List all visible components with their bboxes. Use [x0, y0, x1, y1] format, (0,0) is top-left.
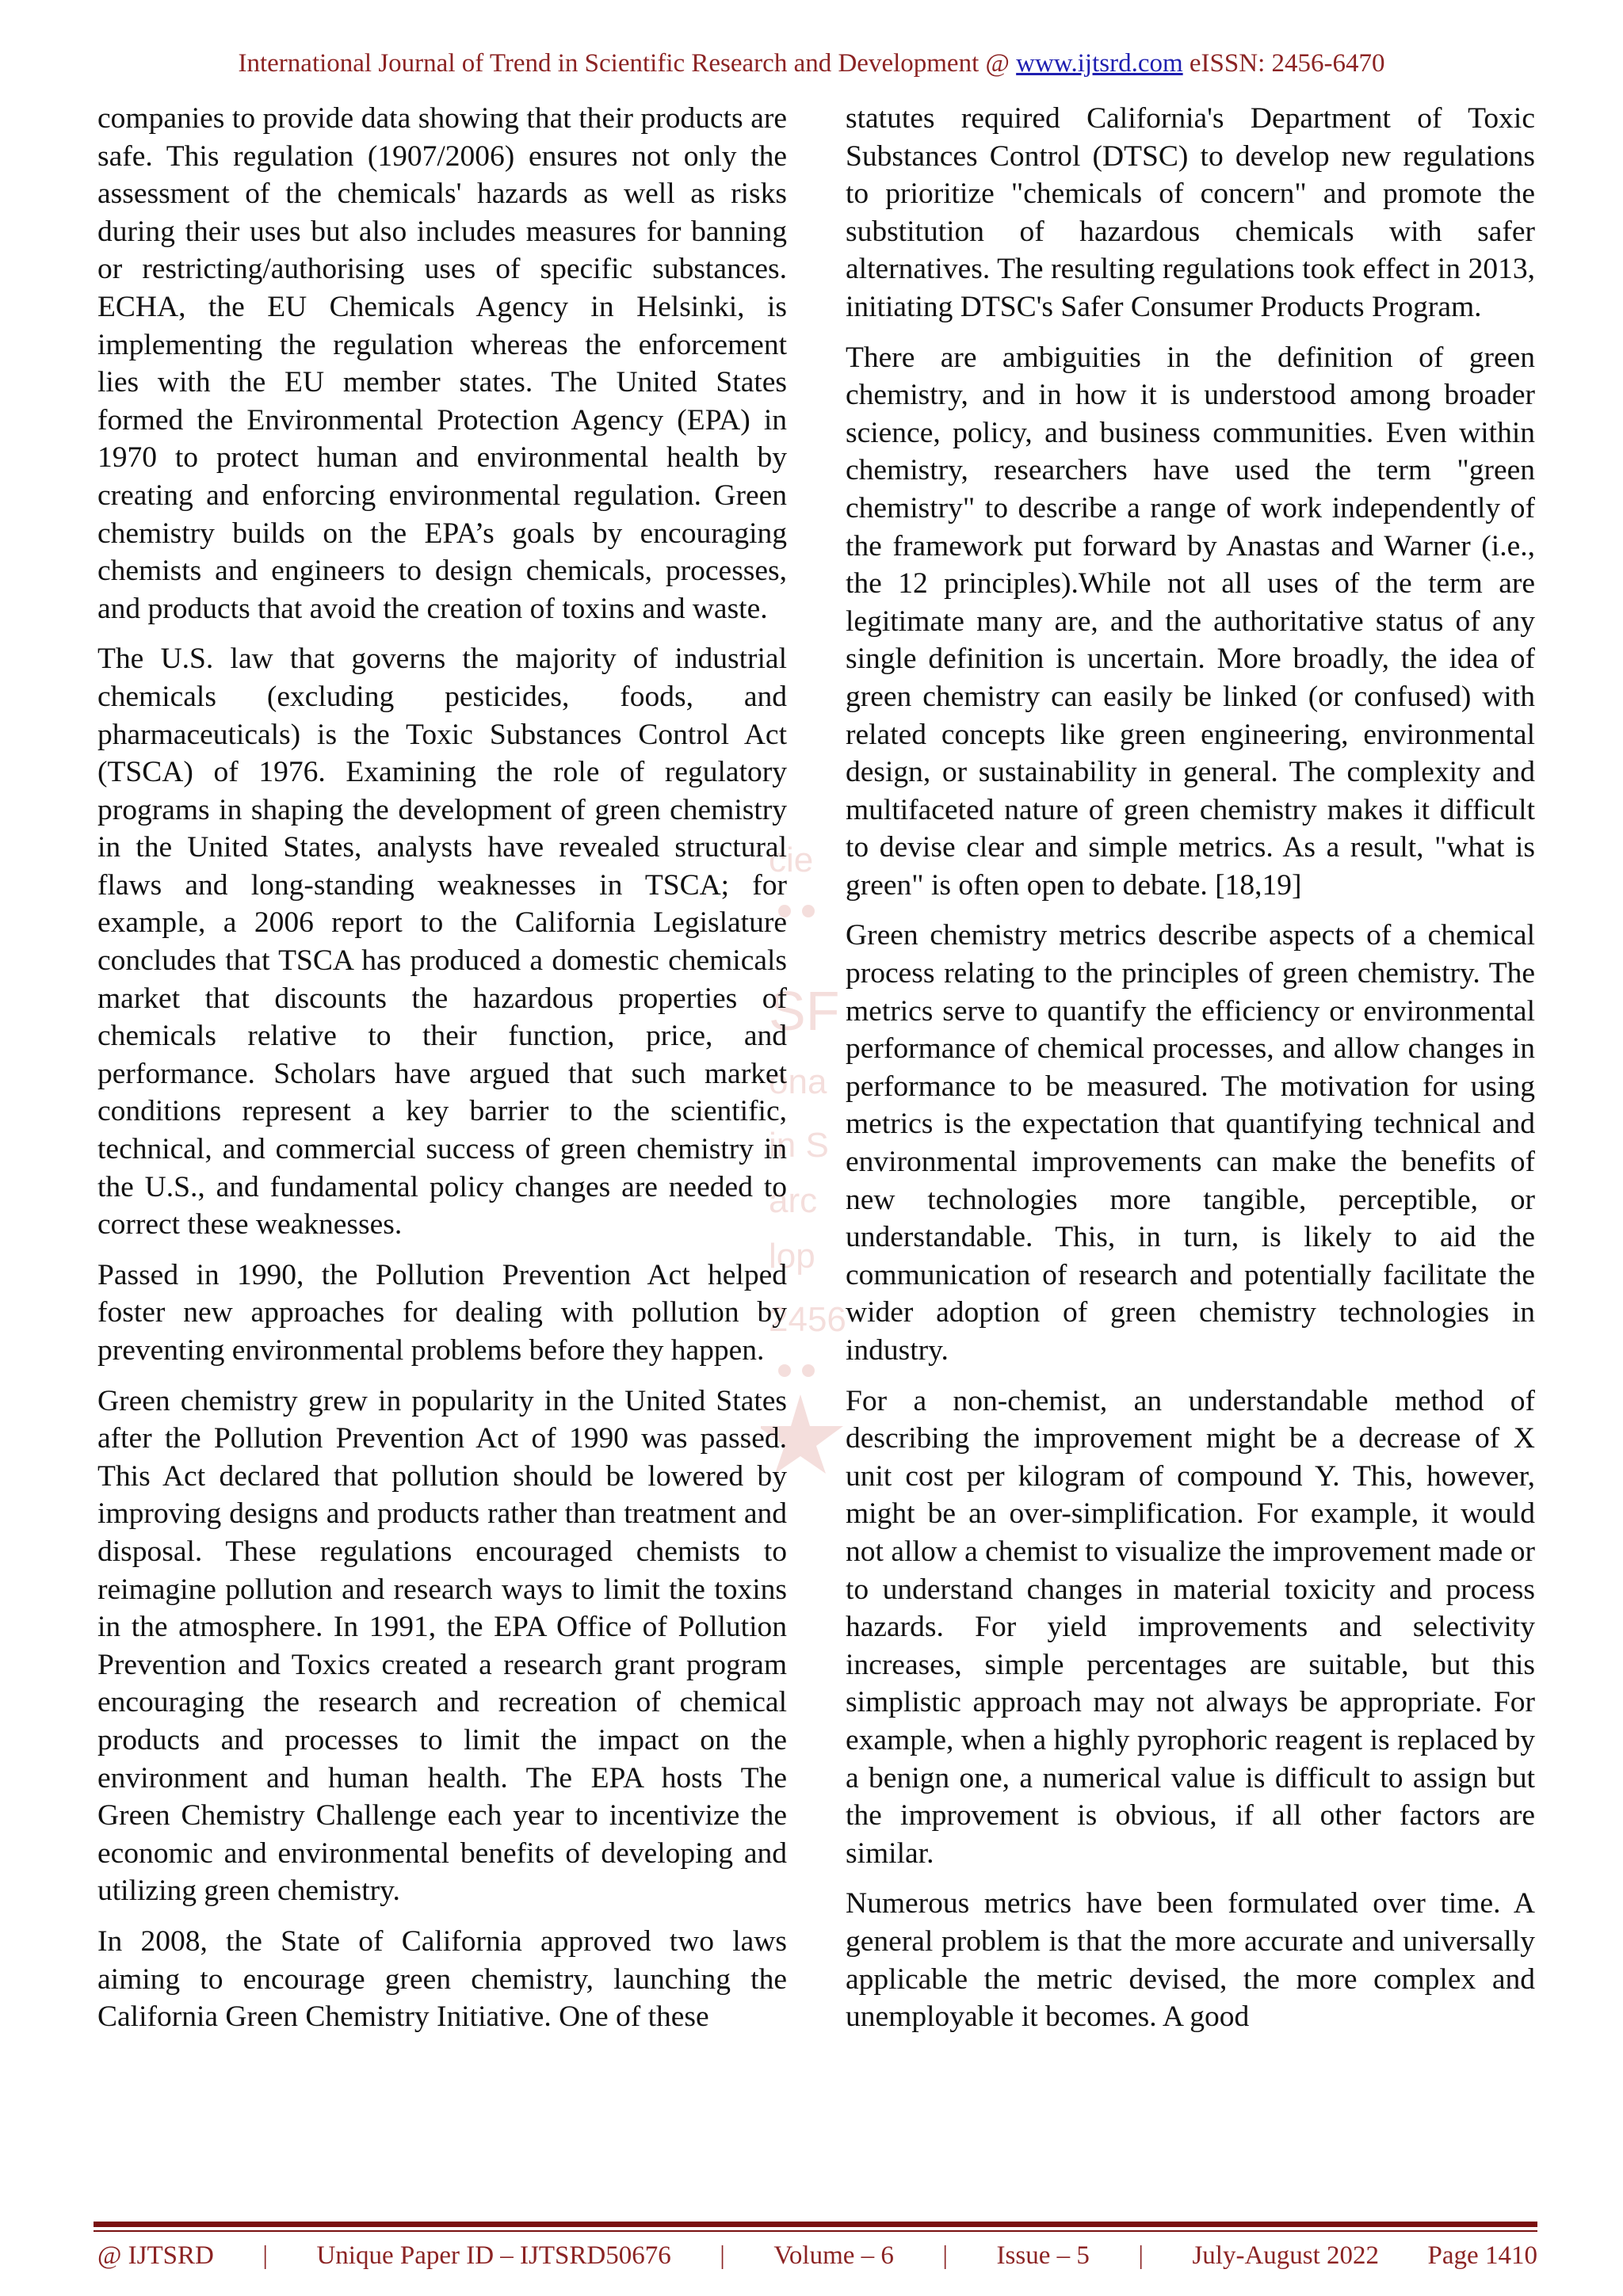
watermark-fragment: ona [769, 1062, 827, 1101]
paragraph: There are ambiguities in the definition of green chemistry, and in how it is understood among broader science, policy, and business communities. Even within chemistry, researchers have used the term "green chemistry" to describe a range of work independently of the framework put forward by Anastas and Warner (i.e., the 12 principles).While not all uses of the term are legitimate many are, and the authoritative status of any single definition is uncertain. More broadly, the idea of green chemistry can easily be linked (or confused) with related concepts like green engineering, environmental design, or sustainability in general. The complexity and multifaceted nature of green chemistry makes it difficult to devise clear and simple metrics. As a result, "what is green" is often open to debate. [18,19] [846, 341, 1535, 902]
footer-volume: Volume – 6 [773, 2241, 894, 2270]
watermark-fragment: lop [769, 1237, 815, 1276]
watermark-dot [802, 1364, 815, 1377]
footer-journal: @ IJTSRD [97, 2241, 214, 2270]
footer-date: July-August 2022 [1192, 2241, 1380, 2270]
footer-separator: | [720, 2241, 725, 2270]
watermark-fragment: cie [769, 841, 814, 879]
right-text-column [846, 100, 1535, 2049]
paragraph: Green chemistry metrics describe aspects of a chemical process relating to the principles of green chemistry. The metrics serve to quantify the efficiency or environmental performance of chemical processes, and allow changes in performance to be measured. The motivation for using metrics is the expectation that quantifying technical and environmental improvements can make the benefits of new technologies more tangible, perceptible, or understandable. This, in turn, is likely to aid the communication of research and potentially facilitate the wider adoption of green chemistry technologies in industry. [846, 919, 1535, 1367]
journal-website-link[interactable]: www.ijtsrd.com [1016, 49, 1183, 78]
header-journal-name: International Journal of Trend in Scientific Research and Development @ [238, 49, 1017, 78]
running-footer [97, 2241, 1537, 2271]
watermark-fragment: SF [769, 980, 840, 1042]
paragraph: companies to provide data showing that their products are safe. This regulation (1907/2006) ensures not only the assessment of the chemicals' hazards as well as risks during their uses but also includes measures for banning or restricting/authorising uses of specific substances. ECHA, the EU Chemicals Agency in Helsinki, is implementing the regulation whereas the enforcement lies with the EU member states. The United States formed the Environmental Protection Agency (EPA) in 1970 to protect human and environmental health by creating and enforcing environmental regulation. Green chemistry builds on the EPA’s goals by encouraging chemists and engineers to design chemicals, processes, and products that avoid the creation of toxins and waste. [97, 102, 787, 625]
watermark-fragment: arc [769, 1181, 818, 1220]
paragraph: Green chemistry grew in popularity in the United States after the Pollution Prevention Act of 1990 was passed. This Act declared that pollution should be lowered by improving designs and products rather than treatment and disposal. These regulations encouraged chemists to reimagine pollution and research ways to limit the toxins in the atmosphere. In 1991, the EPA Office of Pollution Prevention and Toxics created a research grant program encouraging the research and recreation of chemical products and processes to limit the impact on the environment and human health. The EPA hosts The Green Chemistry Challenge each year to incentivize the economic and environmental benefits of developing and utilizing green chemistry. [97, 1384, 787, 1908]
left-text-column [97, 100, 787, 2049]
footer-separator: | [1138, 2241, 1144, 2270]
footer-rule-thick [94, 2222, 1537, 2227]
paragraph: For a non-chemist, an understandable method of describing the improvement might be a decrease of X unit cost per kilogram of compound Y. This, however, might be an over-simplification. For example, it would not allow a chemist to visualize the improvement made or to understand changes in material toxicity and process hazards. For yield improvements and selectivity increases, simple percentages are suitable, but this simplistic approach may not always be appropriate. For example, when a highly pyrophoric reagent is replaced by a benign one, a numerical value is difficult to assign but the improvement is obvious, if all other factors are similar. [846, 1384, 1535, 1870]
header-eissn: eISSN: 2456-6470 [1182, 49, 1385, 78]
footer-issue: Issue – 5 [996, 2241, 1090, 2270]
paragraph: statutes required California's Department of Toxic Substances Control (DTSC) to develop new regulations to prioritize "chemicals of concern" and promote the substitution of hazardous chemicals with safer alternatives. The resulting regulations took effect in 2013, initiating DTSC's Safer Consumer Products Program. [846, 102, 1535, 323]
paragraph: In 2008, the State of California approved two laws aiming to encourage green chemistry, launching the California Green Chemistry Initiative. One of these [97, 1924, 787, 2034]
footer-separator: | [942, 2241, 949, 2270]
footer-separator: | [262, 2241, 268, 2270]
running-header [0, 49, 1623, 78]
footer-page-number: Page 1410 [1427, 2241, 1537, 2270]
paragraph: Numerous metrics have been formulated over time. A general problem is that the more accurate and universally applicable the metric devised, the more complex and unemployable it becomes. A good [846, 1887, 1535, 2034]
paragraph: Passed in 1990, the Pollution Prevention Act helped foster new approaches for dealing with pollution by preventing environmental problems before they happen. [97, 1258, 787, 1367]
paragraph: The U.S. law that governs the majority of industrial chemicals (excluding pesticides, foods, and pharmaceuticals) is the Toxic Substances Control Act (TSCA) of 1976. Examining the role of regulatory programs in shaping the development of green chemistry in the United States, analysts have revealed structural flaws and long-standing weaknesses in TSCA; for example, a 2006 report to the California Legislature concludes that TSCA has produced a domestic chemicals market that discounts the hazardous properties of chemicals relative to their function, price, and performance. Scholars have argued that such market conditions represent a key barrier to the scientific, technical, and commercial success of green chemistry in the U.S., and fundamental policy changes are needed to correct these weaknesses. [97, 643, 787, 1241]
footer-paper-id: Unique Paper ID – IJTSRD50676 [316, 2241, 671, 2270]
watermark-dot [802, 905, 815, 917]
watermark-fragment: in S [769, 1126, 829, 1165]
watermark-fragment: 2456 [769, 1300, 846, 1339]
footer-rule-thin [94, 2230, 1537, 2232]
